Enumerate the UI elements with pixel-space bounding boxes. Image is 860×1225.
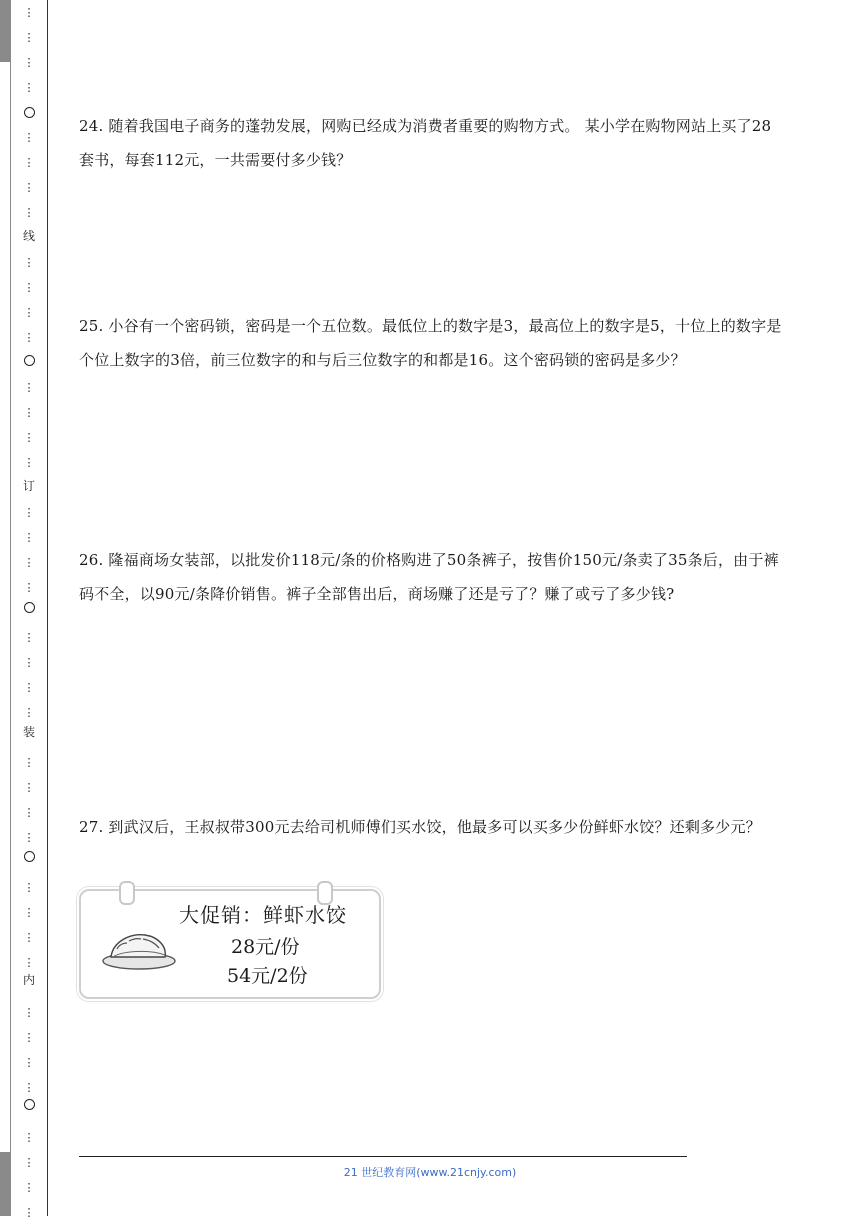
binding-dots: ⋮ [23,1206,35,1219]
footer-source: 21 世纪教育网(www.21cnjy.com) [343,1166,517,1179]
binding-dots: ⋮ [23,1031,35,1044]
binding-dots: ⋮ [23,1081,35,1094]
circle-icon [24,107,35,118]
binding-dots: ⋮ [23,131,35,144]
binding-dots: ⋮ [23,306,35,319]
binding-dots: ⋮ [23,256,35,269]
binding-margin [0,0,48,1219]
dumpling-icon [101,921,177,973]
binding-dots: ⋮ [23,331,35,344]
binding-dots: ⋮ [23,181,35,194]
binding-dots: ⋮ [23,31,35,44]
binding-mark-ding: 订 [22,479,35,493]
binding-dots: ⋮ [23,831,35,844]
binding-dots: ⋮ [23,931,35,944]
circle-icon [24,1099,35,1110]
binding-dots: ⋮ [23,681,35,694]
promo-price-double: 54元/2份 [227,965,308,987]
question-27: 27. 到武汉后，王叔叔带300元去给司机师傅们买水饺，他最多可以买多少份鲜虾水饺？还剩多少元？ [79,818,761,836]
pin-icon [119,881,135,905]
binding-dots: ⋮ [23,656,35,669]
binding-dots: ⋮ [23,456,35,469]
binding-edge-bottom [0,1152,10,1216]
binding-dots: ⋮ [23,906,35,919]
binding-dots: ⋮ [23,281,35,294]
binding-dots: ⋮ [23,506,35,519]
binding-dots: ⋮ [23,1131,35,1144]
question-26: 26. 隆福商场女装部，以批发价118元/条的价格购进了50条裤子，按售价150元/条卖了35条后，由于裤码不全，以90元/条降价销售。裤子全部售出后，商场赚了还是亏了？赚了或亏了多少钱? [79,551,779,603]
binding-dots: ⋮ [23,581,35,594]
binding-dots: ⋮ [23,1006,35,1019]
binding-dots: ⋮ [23,531,35,544]
binding-dots: ⋮ [23,956,35,969]
binding-dots: ⋮ [23,6,35,19]
binding-dots: ⋮ [23,781,35,794]
binding-dots: ⋮ [23,1181,35,1194]
binding-dots: ⋮ [23,881,35,894]
binding-dots: ⋮ [23,431,35,444]
binding-dots: ⋮ [23,206,35,219]
question-24: 24. 随着我国电子商务的蓬勃发展，网购已经成为消费者重要的购物方式。 某小学在购物网站上买了28套书，每套112元，一共需要付多少钱？ [79,117,772,169]
binding-circle [12,602,46,615]
question-25: 25. 小谷有一个密码锁，密码是一个五位数。最低位上的数字是3，最高位上的数字是5，十位上的数字是个位上数字的3倍，前三位数字的和与后三位数字的和都是16。这个密码锁的密码是多少？ [79,317,782,369]
binding-dots: ⋮ [23,381,35,394]
binding-dots: ⋮ [23,756,35,769]
binding-dotted-line [12,0,46,1219]
binding-mark-nei: 内 [22,973,35,987]
pin-icon [317,881,333,905]
promo-price-single: 28元/份 [231,936,300,958]
circle-icon [24,355,35,366]
binding-dots: ⋮ [23,1056,35,1069]
binding-circle [12,1099,46,1112]
promo-card [79,889,381,999]
binding-dots: ⋮ [23,156,35,169]
circle-icon [24,602,35,613]
binding-mark-zhuang: 装 [22,725,35,739]
binding-dots: ⋮ [23,631,35,644]
binding-dots: ⋮ [23,81,35,94]
binding-edge-top [0,0,10,62]
binding-circle [12,851,46,864]
binding-cut-line [47,0,48,1216]
binding-mark-xian: 线 [22,229,35,243]
footer-rule [79,1156,687,1157]
binding-circle [12,355,46,368]
binding-strip-line [10,0,11,1216]
circle-icon [24,851,35,862]
promo-title: 大促销：鲜虾水饺 [179,903,347,927]
binding-dots: ⋮ [23,406,35,419]
binding-circle [12,107,46,120]
binding-dots: ⋮ [23,556,35,569]
binding-dots: ⋮ [23,806,35,819]
binding-dots: ⋮ [23,56,35,69]
binding-dots: ⋮ [23,706,35,719]
binding-dots: ⋮ [23,1156,35,1169]
